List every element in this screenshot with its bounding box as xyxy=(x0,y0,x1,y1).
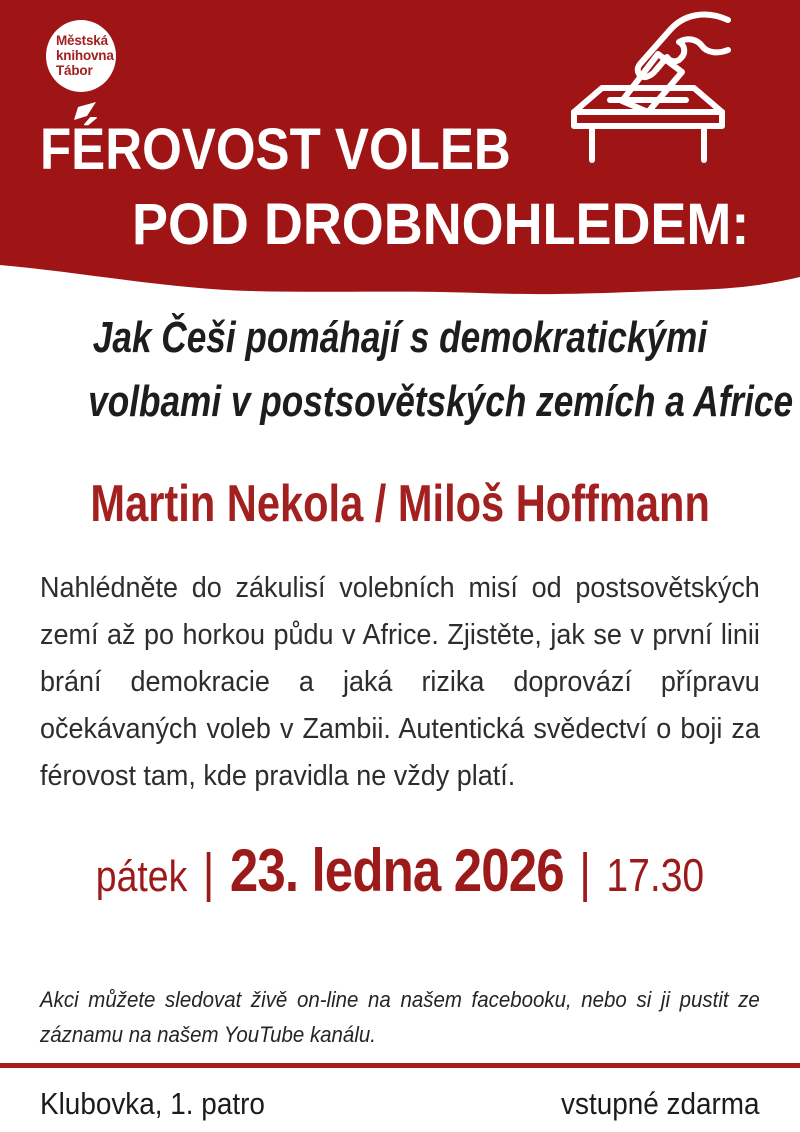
title-line-1: FÉROVOST VOLEB xyxy=(40,117,511,182)
description-line: brání demokracie a jaká rizika doprovází přípravu xyxy=(40,666,760,698)
admission-label: vstupné zdarma xyxy=(561,1086,760,1121)
event-day: pátek xyxy=(95,852,188,901)
streaming-note xyxy=(40,982,760,1052)
event-datetime xyxy=(60,836,740,905)
description-line: Nahlédněte do zákulisí volebních misí od postsovětských xyxy=(40,572,760,604)
separator-bar: | xyxy=(202,843,215,903)
title-line-2: POD DROBNOHLEDEM: xyxy=(132,192,750,258)
speaker-names: Martin Nekola / Miloš Hoffmann xyxy=(90,475,710,533)
description-line: férovost tam, kde pravidla ne vždy platí. xyxy=(40,760,516,792)
poster-title xyxy=(0,112,800,263)
separator-bar: | xyxy=(579,843,592,903)
note-line: Akci můžete sledovat živě on-line na našem facebooku, nebo si ji pustit ze xyxy=(40,987,760,1012)
subtitle-line-1: Jak Češi pomáhají s demokratickými xyxy=(92,313,708,362)
poster-subtitle xyxy=(0,306,800,434)
logo-text-line: Městská xyxy=(56,33,108,48)
note-line: záznamu na našem YouTube kanálu. xyxy=(40,1022,376,1047)
description-line: očekávaných voleb v Zambii. Autentická svědectví o boji za xyxy=(40,713,760,745)
event-time: 17.30 xyxy=(606,849,705,901)
library-logo xyxy=(46,20,116,92)
logo-text-line: Tábor xyxy=(56,63,93,79)
footer-row xyxy=(40,1084,760,1124)
subtitle-line-2: volbami v postsovětských zemích a Africe xyxy=(88,377,794,426)
event-date: 23. ledna 2026 xyxy=(229,837,564,904)
speakers-row xyxy=(0,474,800,534)
description-line: zemí až po horkou půdu v Africe. Zjistěte, jak se v první linii xyxy=(40,619,760,651)
footer-divider xyxy=(0,1063,800,1068)
description-paragraph xyxy=(40,565,760,800)
logo-text-line: knihovna xyxy=(56,48,114,64)
venue-label: Klubovka, 1. patro xyxy=(40,1086,265,1121)
